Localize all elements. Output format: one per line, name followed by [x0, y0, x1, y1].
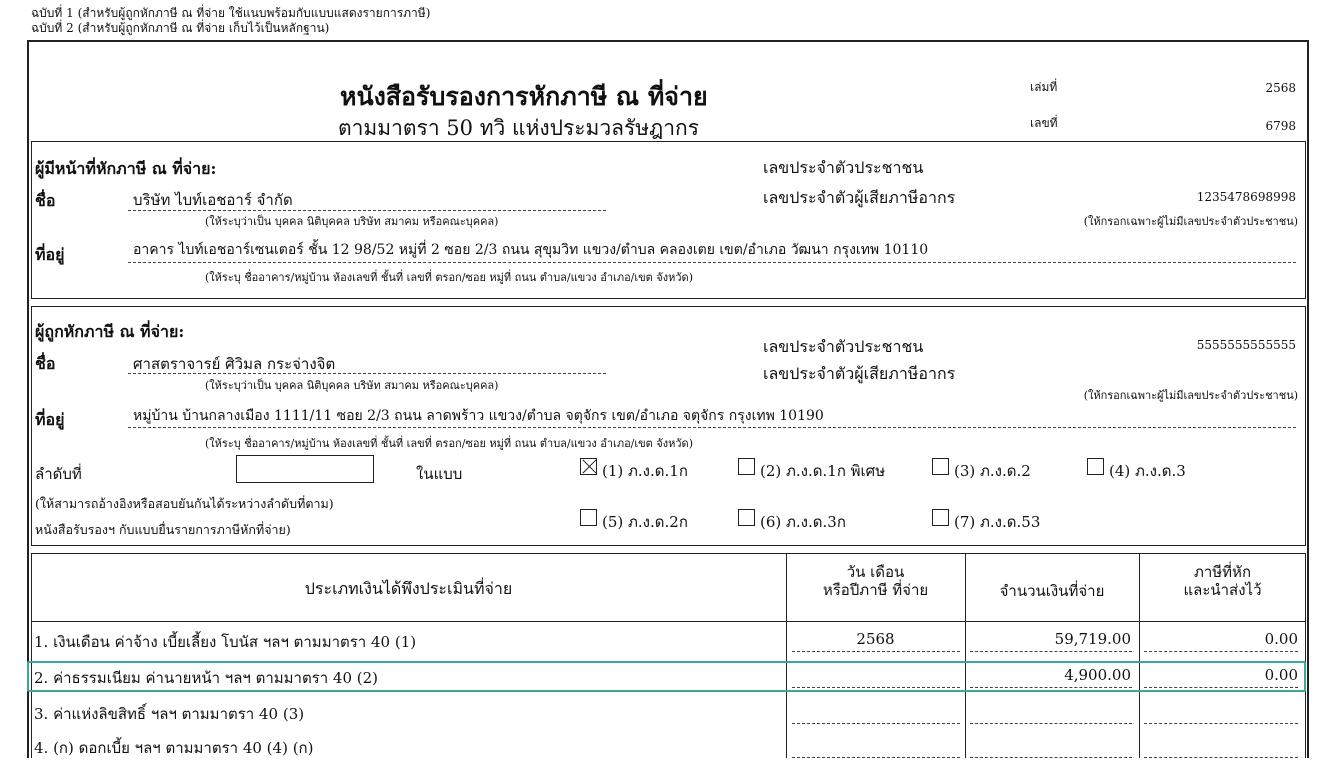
- payee-tax-id-label: เลขประจำตัวผู้เสียภาษีอากร: [763, 364, 956, 383]
- page-subtitle: ตามมาตรา 50 ทวิ แห่งประมวลรัษฎากร: [338, 116, 700, 140]
- form-option-label-7: (7) ภ.ง.ด.53: [954, 513, 1041, 531]
- header-pay-date: วัน เดือน หรือปีภาษี ที่จ่าย: [822, 563, 929, 599]
- doc-no-label: เลขที่: [1030, 116, 1058, 130]
- income-row-label: 4. (ก) ดอกเบี้ย ฯลฯ ตามมาตรา 40 (4) (ก): [34, 739, 314, 757]
- form-option-label-2: (2) ภ.ง.ด.1ก พิเศษ: [760, 462, 886, 480]
- payee-section-title: ผู้ถูกหักภาษี ณ ที่จ่าย:: [35, 322, 185, 341]
- payer-id-label: เลขประจำตัวประชาชน: [763, 158, 924, 177]
- payer-tax-id-hint: (ให้กรอกเฉพาะผู้ไม่มีเลขประจำตัวประชาชน): [1083, 215, 1298, 228]
- header-income-type: ประเภทเงินได้พึงประเมินที่จ่าย: [304, 579, 513, 598]
- income-row-line: [1144, 651, 1298, 652]
- header-tax-withheld: ภาษีที่หัก และนำส่งไว้: [1183, 563, 1262, 599]
- form-option-label-1: (1) ภ.ง.ด.1ก: [602, 462, 688, 480]
- payee-tax-id-hint: (ให้กรอกเฉพาะผู้ไม่มีเลขประจำตัวประชาชน): [1083, 389, 1298, 402]
- form-checkbox-4[interactable]: [1087, 458, 1104, 475]
- seq-input[interactable]: [236, 455, 374, 483]
- book-no-label: เล่มที่: [1030, 80, 1058, 94]
- form-checkbox-1[interactable]: [580, 458, 597, 475]
- income-row-tax: 0.00: [1264, 666, 1298, 684]
- payee-address: หมู่บ้าน บ้านกลางเมือง 1111/11 ซอย 2/3 ถนน ลาดพร้าว แขวง/ตำบล จตุจักร เขต/อำเภอ จตุจักร กรุงเทพ 10190: [133, 408, 824, 424]
- payer-name: บริษัท ไบท์เอชอาร์ จำกัด: [133, 191, 293, 209]
- doc-no-value: 6798: [1265, 119, 1296, 133]
- income-row-date: 2568: [856, 630, 895, 648]
- payee-address-hint: (ให้ระบุ ชื่ออาคาร/หมู่บ้าน ห้องเลขที่ ชั้นที่ เลขที่ ตรอก/ซอย หมู่ที่ ถนน ตำบล/แขวง อำเภอ/เขต จังหวัด): [205, 437, 693, 450]
- header-amount: จำนวนเงินที่จ่าย: [999, 582, 1105, 600]
- payer-address-line: [128, 262, 1296, 263]
- seq-label: ลำดับที่: [35, 465, 82, 483]
- income-row-line: [1144, 723, 1298, 724]
- page-title: หนังสือรับรองการหักภาษี ณ ที่จ่าย: [340, 82, 708, 111]
- book-no-value: 2568: [1265, 81, 1296, 95]
- form-option-label-3: (3) ภ.ง.ด.2: [954, 462, 1031, 480]
- payee-name: ศาสตราจารย์ ศิวิมล กระจ่างจิต: [133, 355, 336, 373]
- income-row-amount: 4,900.00: [1064, 666, 1131, 684]
- payee-id-label: เลขประจำตัวประชาชน: [763, 337, 924, 356]
- table-header-divider: [31, 621, 1306, 622]
- income-row-line: [792, 651, 960, 652]
- payer-section-title: ผู้มีหน้าที่หักภาษี ณ ที่จ่าย:: [35, 159, 217, 178]
- income-row-label: 2. ค่าธรรมเนียม ค่านายหน้า ฯลฯ ตามมาตรา 40 (2): [34, 669, 379, 687]
- form-checkbox-5[interactable]: [580, 509, 597, 526]
- payer-tax-id: 1235478698998: [1196, 190, 1296, 204]
- payee-address-line: [128, 427, 1296, 428]
- payer-address-label: ที่อยู่: [35, 245, 65, 264]
- payee-id-value: 5555555555555: [1196, 338, 1296, 352]
- income-row-line: [792, 723, 960, 724]
- income-row-label: 3. ค่าแห่งลิขสิทธิ์ ฯลฯ ตามมาตรา 40 (3): [34, 705, 305, 723]
- payer-name-label: ชื่อ: [35, 191, 56, 210]
- form-checkbox-3[interactable]: [932, 458, 949, 475]
- income-row-tax: 0.00: [1264, 630, 1298, 648]
- payer-address-hint: (ให้ระบุ ชื่ออาคาร/หมู่บ้าน ห้องเลขที่ ชั้นที่ เลขที่ ตรอก/ซอย หมู่ที่ ถนน ตำบล/แขวง อำเภอ/เขต จังหวัด): [205, 271, 693, 284]
- seq-note-2: หนังสือรับรองฯ กับแบบยื่นรายการภาษีหักที่จ่าย): [35, 522, 291, 537]
- seq-note-1: (ให้สามารถอ้างอิงหรือสอบยันกันได้ระหว่างลำดับที่ตาม): [35, 496, 334, 511]
- payee-name-hint: (ให้ระบุว่าเป็น บุคคล นิติบุคคล บริษัท สมาคม หรือคณะบุคคล): [205, 379, 499, 392]
- copy-note-1: ฉบับที่ 1 (สำหรับผู้ถูกหักภาษี ณ ที่จ่าย ใช้แนบพร้อมกับแบบแสดงรายการภาษี): [31, 6, 431, 20]
- copy-note-2: ฉบับที่ 2 (สำหรับผู้ถูกหักภาษี ณ ที่จ่าย เก็บไว้เป็นหลักฐาน): [31, 21, 330, 35]
- form-option-label-4: (4) ภ.ง.ด.3: [1109, 462, 1186, 480]
- payee-name-label: ชื่อ: [35, 354, 56, 373]
- payee-address-label: ที่อยู่: [35, 410, 65, 429]
- highlighted-row-frame: [27, 661, 1306, 692]
- form-checkbox-6[interactable]: [738, 509, 755, 526]
- income-row-label: 1. เงินเดือน ค่าจ้าง เบี้ยเลี้ยง โบนัส ฯลฯ ตามมาตรา 40 (1): [34, 633, 417, 651]
- income-row-line: [970, 723, 1132, 724]
- form-label: ในแบบ: [416, 465, 463, 483]
- form-option-label-6: (6) ภ.ง.ด.3ก: [760, 513, 846, 531]
- payer-name-hint: (ให้ระบุว่าเป็น บุคคล นิติบุคคล บริษัท สมาคม หรือคณะบุคคล): [205, 215, 499, 228]
- income-row-amount: 59,719.00: [1054, 630, 1131, 648]
- payer-tax-id-label: เลขประจำตัวผู้เสียภาษีอากร: [763, 188, 956, 207]
- form-option-label-5: (5) ภ.ง.ด.2ก: [602, 513, 688, 531]
- payee-name-line: [128, 373, 606, 374]
- payer-name-line: [128, 210, 606, 211]
- form-checkbox-7[interactable]: [932, 509, 949, 526]
- payer-address: อาคาร ไบท์เอชอาร์เซนเตอร์ ชั้น 12 98/52 หมู่ที่ 2 ซอย 2/3 ถนน สุขุมวิท แขวง/ตำบล คลองเตย เขต/อำเภอ วัฒนา กรุงเทพ 10110: [133, 242, 929, 258]
- form-checkbox-2[interactable]: [738, 458, 755, 475]
- income-row-line: [970, 651, 1132, 652]
